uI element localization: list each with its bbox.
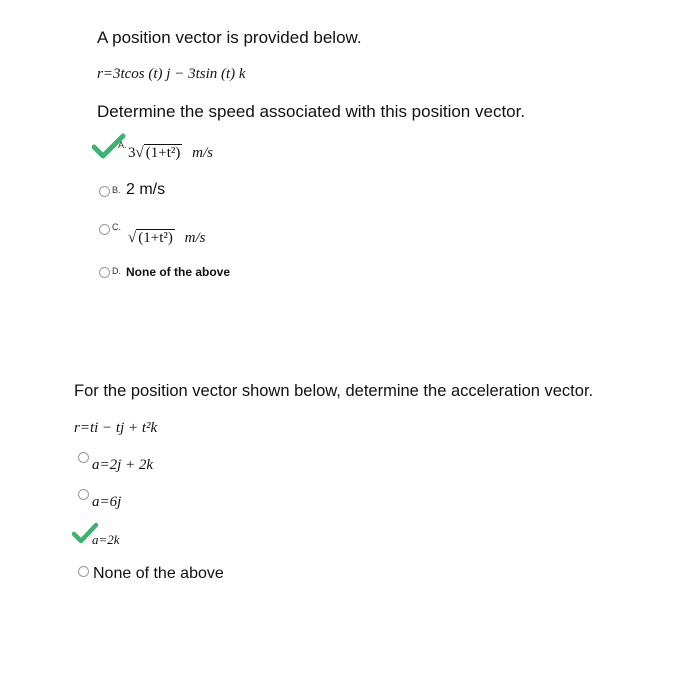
option-a-unit: m/s bbox=[192, 145, 213, 161]
q2-option-1-label: a=2j + 2k bbox=[92, 457, 154, 473]
option-c-radicand: (1+t²) bbox=[138, 230, 173, 246]
q1-prompt: A position vector is provided below. bbox=[97, 28, 362, 47]
radio-icon[interactable] bbox=[78, 489, 89, 500]
option-d-label: None of the above bbox=[126, 265, 231, 279]
q2-option-3-label: a=2k bbox=[92, 532, 120, 547]
q2-option-2-label: a=6j bbox=[92, 494, 122, 510]
option-c-unit: m/s bbox=[184, 230, 206, 246]
option-c-expression: √ (1+t²) m/s bbox=[128, 230, 206, 246]
radio-icon[interactable] bbox=[78, 452, 89, 463]
q2-equation: r=ti − tj + t²k bbox=[74, 420, 158, 436]
q1-equation: r=3tcos (t) j − 3tsin (t) k bbox=[97, 66, 246, 82]
option-letter: A. bbox=[118, 140, 127, 150]
radio-icon[interactable] bbox=[99, 267, 110, 278]
option-letter: D. bbox=[112, 266, 121, 276]
option-a-radicand: (1+t²) bbox=[145, 145, 181, 161]
q2-prompt: For the position vector shown below, determine the acceleration vector. bbox=[74, 382, 594, 400]
option-b-label: 2 m/s bbox=[126, 181, 166, 198]
option-letter: B. bbox=[112, 185, 121, 195]
option-a-coef: 3 bbox=[128, 145, 136, 161]
option-letter: C. bbox=[112, 222, 121, 232]
radio-icon[interactable] bbox=[78, 566, 89, 577]
q2-option-4-label: None of the above bbox=[93, 565, 224, 582]
option-a-expression: 3√ (1+t²) m/s bbox=[128, 145, 213, 161]
radio-icon[interactable] bbox=[99, 186, 110, 197]
radio-icon[interactable] bbox=[99, 224, 110, 235]
q1-instruction: Determine the speed associated with this position vector. bbox=[97, 102, 526, 121]
